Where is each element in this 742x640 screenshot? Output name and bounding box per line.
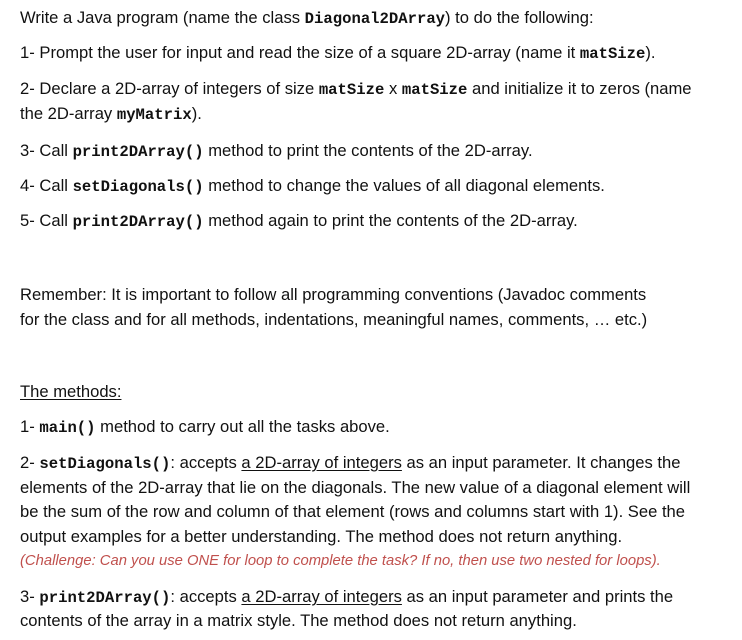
method-text: : accepts	[170, 587, 242, 606]
step-text-end: method to change the values of all diagonal elements.	[203, 176, 605, 195]
method-text: as an input parameter. It changes the	[401, 453, 681, 472]
step-text-end: and initialize it to zeros (name	[467, 79, 692, 98]
method-2-line-3: be the sum of the row and column of that element (rows and columns start with 1). See the	[20, 502, 686, 521]
step-text: Call	[39, 211, 73, 230]
intro-text: Write a Java program (name the class	[20, 8, 305, 27]
remember-line-1: Remember: It is important to follow all programming conventions (Javadoc comments	[20, 285, 647, 304]
code-term: matSize	[318, 81, 385, 99]
method-number: 1-	[20, 417, 40, 436]
step-2-line-1	[20, 77, 692, 102]
step-text-end: method to print the contents of the 2D-array.	[203, 141, 533, 160]
step-number: 1-	[20, 43, 40, 62]
step-text: Call	[39, 141, 73, 160]
code-term: print2DArray()	[72, 143, 204, 161]
method-2-line-4: output examples for a better understanding. The method does not return anything.	[20, 527, 623, 546]
code-term: myMatrix	[116, 106, 192, 124]
method-2-line-1	[20, 451, 681, 476]
method-text: : accepts	[170, 453, 242, 472]
step-text: the 2D-array	[20, 104, 117, 123]
method-1	[20, 415, 390, 440]
method-number: 2-	[20, 453, 40, 472]
methods-heading: The methods:	[20, 382, 122, 401]
step-text: Prompt the user for input and read the size of a square 2D-array (name it	[39, 43, 580, 62]
code-term: setDiagonals()	[72, 178, 204, 196]
intro-line	[20, 6, 594, 31]
intro-text-end: ) to do the following:	[445, 8, 594, 27]
code-term: print2DArray()	[39, 589, 171, 607]
code-term: setDiagonals()	[39, 455, 171, 473]
step-number: 4-	[20, 176, 40, 195]
step-number: 5-	[20, 211, 40, 230]
method-number: 3-	[20, 587, 40, 606]
method-3-line-1	[20, 585, 673, 610]
underlined-phrase: a 2D-array of integers	[241, 587, 402, 606]
code-term: matSize	[579, 45, 646, 63]
step-number: 2-	[20, 79, 40, 98]
method-text: method to carry out all the tasks above.	[95, 417, 390, 436]
step-3	[20, 139, 533, 164]
step-4	[20, 174, 605, 199]
challenge-note: (Challenge: Can you use ONE for loop to complete the task? If no, then use two nested for loops).	[20, 553, 661, 569]
step-text: Call	[39, 176, 73, 195]
underlined-phrase: a 2D-array of integers	[241, 453, 402, 472]
step-5	[20, 209, 578, 234]
code-term: print2DArray()	[72, 213, 204, 231]
step-1	[20, 41, 656, 66]
method-2-line-2: elements of the 2D-array that lie on the diagonals. The new value of a diagonal element will	[20, 478, 691, 497]
step-text: Declare a 2D-array of integers of size	[39, 79, 319, 98]
step-2-line-2	[20, 102, 202, 127]
step-text-end: method again to print the contents of the 2D-array.	[203, 211, 578, 230]
step-text: x	[384, 79, 402, 98]
class-name-code: Diagonal2DArray	[304, 10, 446, 28]
remember-line-2: for the class and for all methods, indentations, meaningful names, comments, … etc.)	[20, 310, 648, 329]
code-term: main()	[39, 419, 96, 437]
step-text-end: ).	[645, 43, 656, 62]
method-text: as an input parameter and prints the	[401, 587, 674, 606]
step-text-end: ).	[191, 104, 202, 123]
code-term: matSize	[401, 81, 468, 99]
step-number: 3-	[20, 141, 40, 160]
method-3-line-2: contents of the array in a matrix style. The method does not return anything.	[20, 611, 577, 630]
